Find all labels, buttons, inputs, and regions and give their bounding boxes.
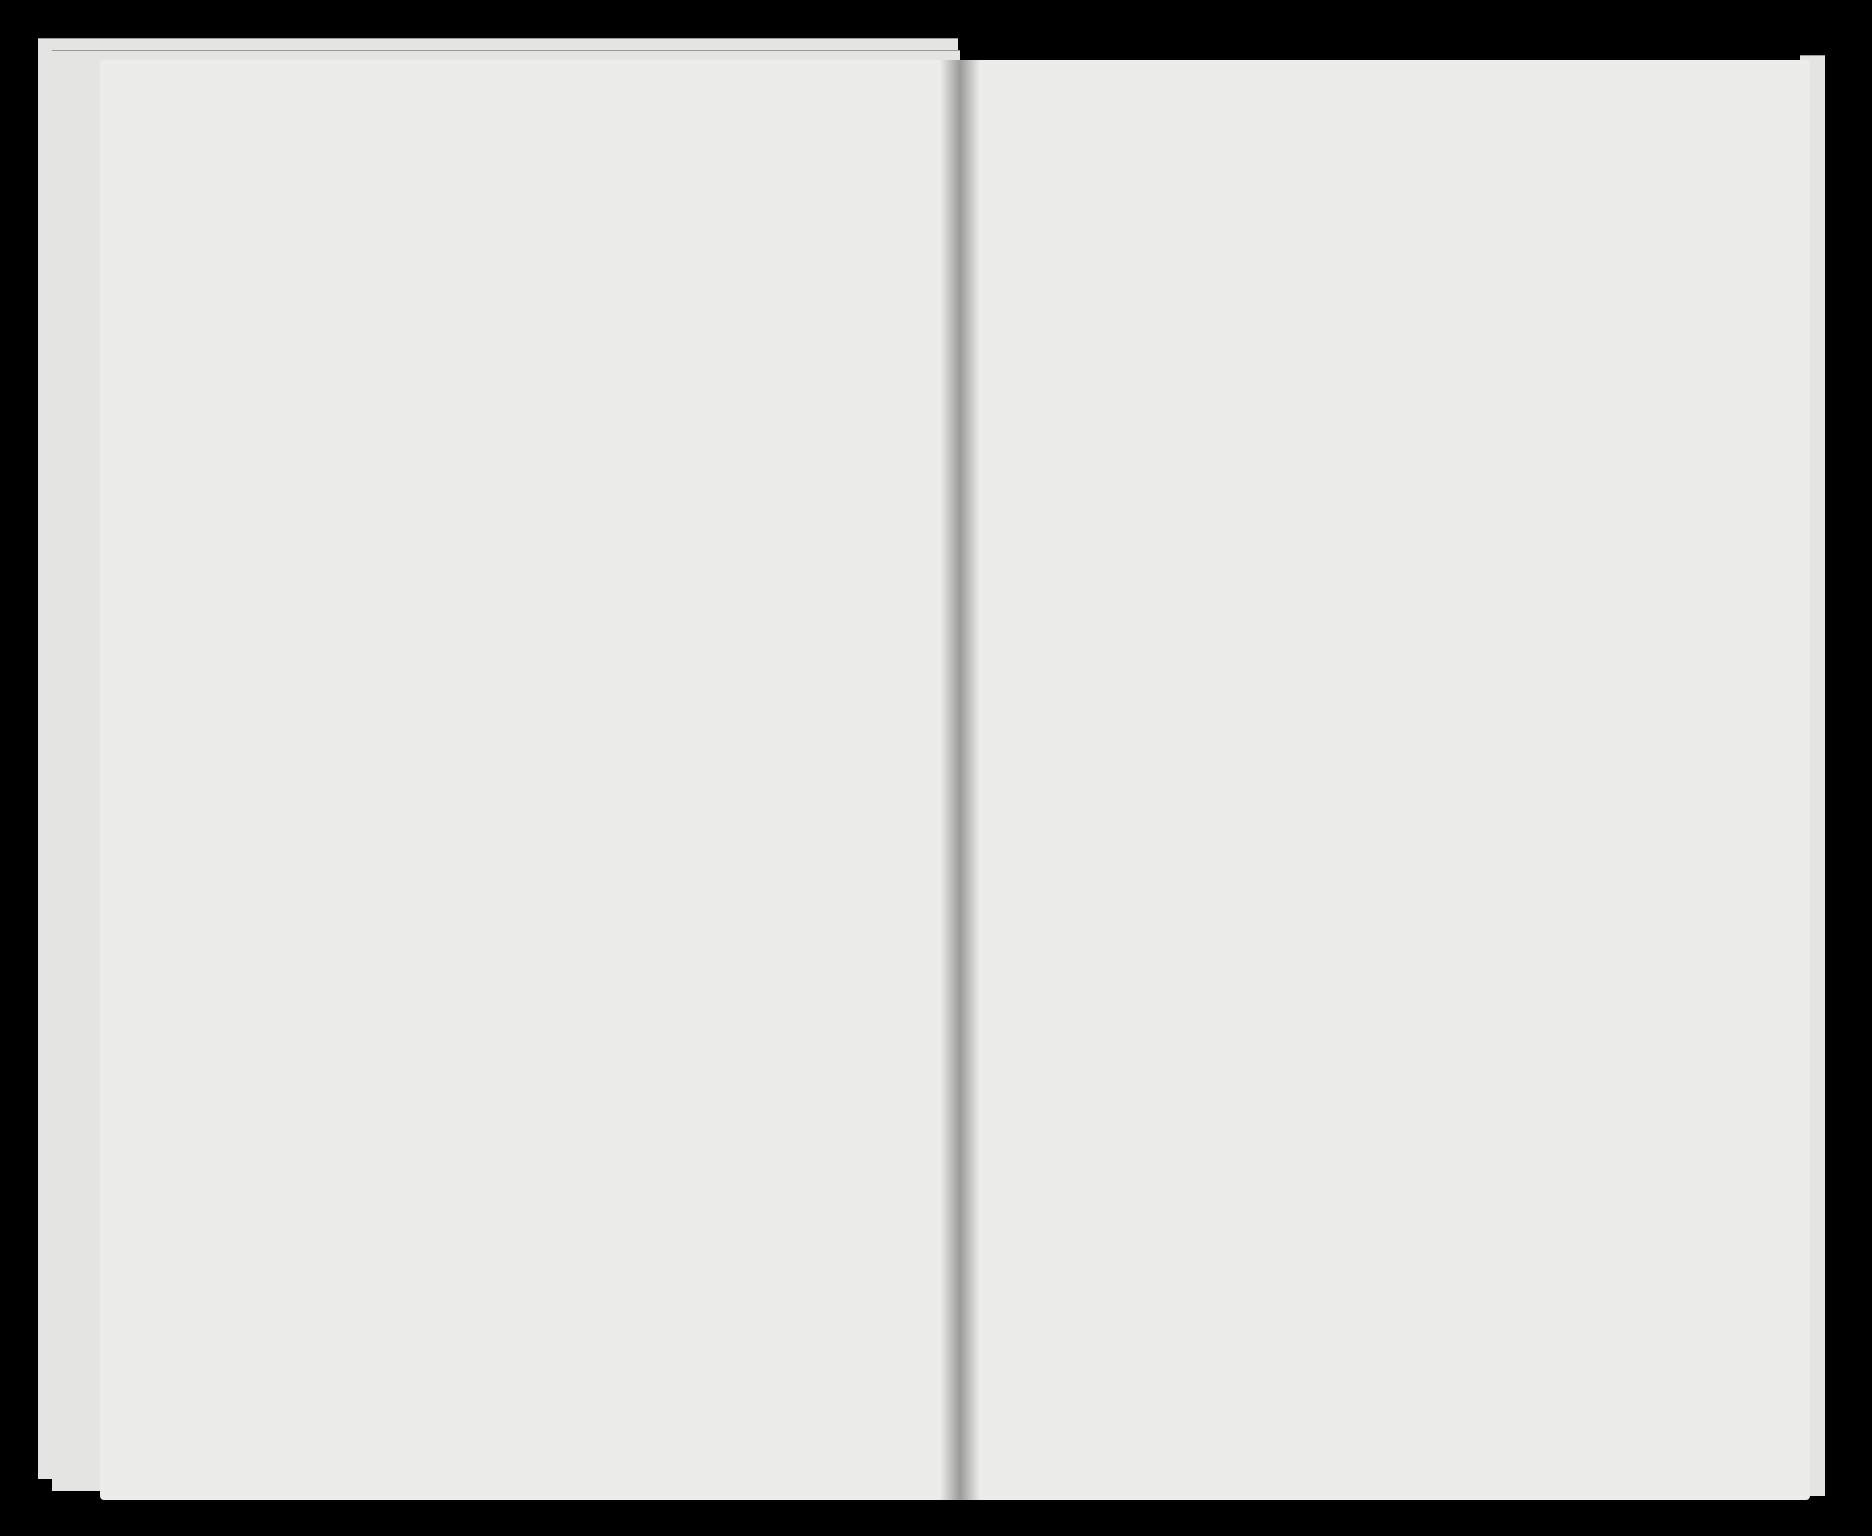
- book-gutter: [940, 60, 980, 1500]
- right-page: [960, 60, 1810, 1500]
- col3-header: [262, 202, 592, 208]
- left-page: [100, 60, 960, 1500]
